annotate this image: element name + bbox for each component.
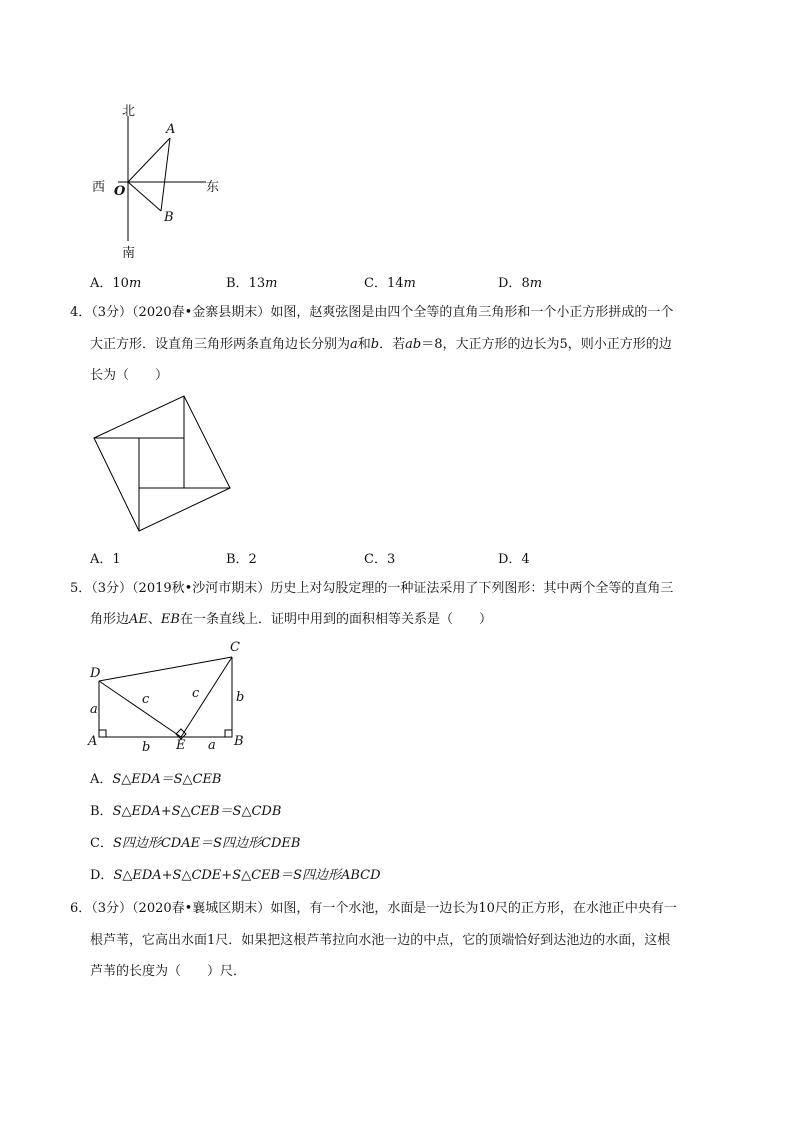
q6-line-2: 根芦苇，它高出水面1尺．如果把这根芦苇拉向水池一边的中点，它的顶端恰好到达池边的水面，这根 <box>90 933 671 948</box>
q3-option-a[interactable]: A．10m <box>90 276 142 291</box>
side-a-left-label: a <box>90 702 98 717</box>
q5-line-2: 角形边AE、EB在一条直线上．证明中用到的面积相等关系是（ ） <box>90 612 492 627</box>
q6-line-1: 6．（3分）（2020春•襄城区期末）如图，有一个水池，水面是一边长为10尺的正方形，在水池正中央有一 <box>70 901 677 916</box>
point-b-label: B <box>234 734 244 749</box>
side-b-right-label: b <box>236 690 245 705</box>
q4-options <box>0 548 794 566</box>
segment-ab <box>161 138 170 211</box>
q4-option-b[interactable]: B．2 <box>226 552 257 567</box>
q3-option-c[interactable]: C．14m <box>364 276 416 291</box>
point-a-label: A <box>166 122 176 137</box>
q4-option-c[interactable]: C．3 <box>364 552 396 567</box>
q3-compass-figure <box>92 96 230 266</box>
q3-options <box>0 272 794 290</box>
side-a-bottom-label: a <box>208 738 216 753</box>
side-c-right-label: c <box>192 686 200 701</box>
q4-zhaoshuang-figure <box>90 392 236 534</box>
q5-option-a[interactable]: A．S△EDA＝S△CEB <box>90 772 222 787</box>
side-c-left-label: c <box>142 692 150 707</box>
q5-option-b[interactable]: B．S△EDA+S△CEB＝S△CDB <box>90 804 282 819</box>
point-e-label: E <box>176 738 186 753</box>
q3-option-b[interactable]: B．13m <box>226 276 278 291</box>
q4-option-d[interactable]: D．4 <box>498 552 530 567</box>
side-b-bottom-label: b <box>142 740 151 755</box>
south-label: 南 <box>122 246 136 261</box>
trapezoid-diagram <box>84 640 254 758</box>
q5-trapezoid-figure <box>84 640 254 758</box>
q5-line-1: 5．（3分）（2019秋•沙河市期末）历史上对勾股定理的一种证法采用了下列图形：其中两个全等的直角三 <box>70 581 674 596</box>
q4-line-1: 4．（3分）（2020春•金寨县期末）如图，赵爽弦图是由四个全等的直角三角形和一个小正方形拼成的一个 <box>70 305 674 320</box>
point-d-label: D <box>90 666 101 681</box>
point-b-label: B <box>164 210 174 225</box>
point-c-label: C <box>230 640 240 655</box>
segment-ob <box>128 182 161 211</box>
zhaoshuang-diagram <box>90 392 236 534</box>
segment-oa <box>128 138 170 182</box>
q3-option-d[interactable]: D．8m <box>498 276 543 291</box>
west-label: 西 <box>92 180 106 195</box>
point-a-label: A <box>88 734 98 749</box>
q4-option-a[interactable]: A．1 <box>90 552 121 567</box>
q5-option-d[interactable]: D．S△EDA+S△CDE+S△CEB＝S四边形ABCD <box>90 868 381 883</box>
q4-line-3: 长为（ ） <box>90 368 169 383</box>
q5-option-c[interactable]: C．S四边形CDAE＝S四边形CDEB <box>90 836 301 851</box>
q4-line-2: 大正方形．设直角三角形两条直角边长分别为a和b．若ab＝8，大正方形的边长为5，则小正方形的边 <box>90 337 672 352</box>
point-o-label: O <box>114 184 126 199</box>
q6-line-3: 芦苇的长度为（ ）尺． <box>90 964 247 979</box>
north-label: 北 <box>122 104 136 119</box>
east-label: 东 <box>206 180 220 195</box>
